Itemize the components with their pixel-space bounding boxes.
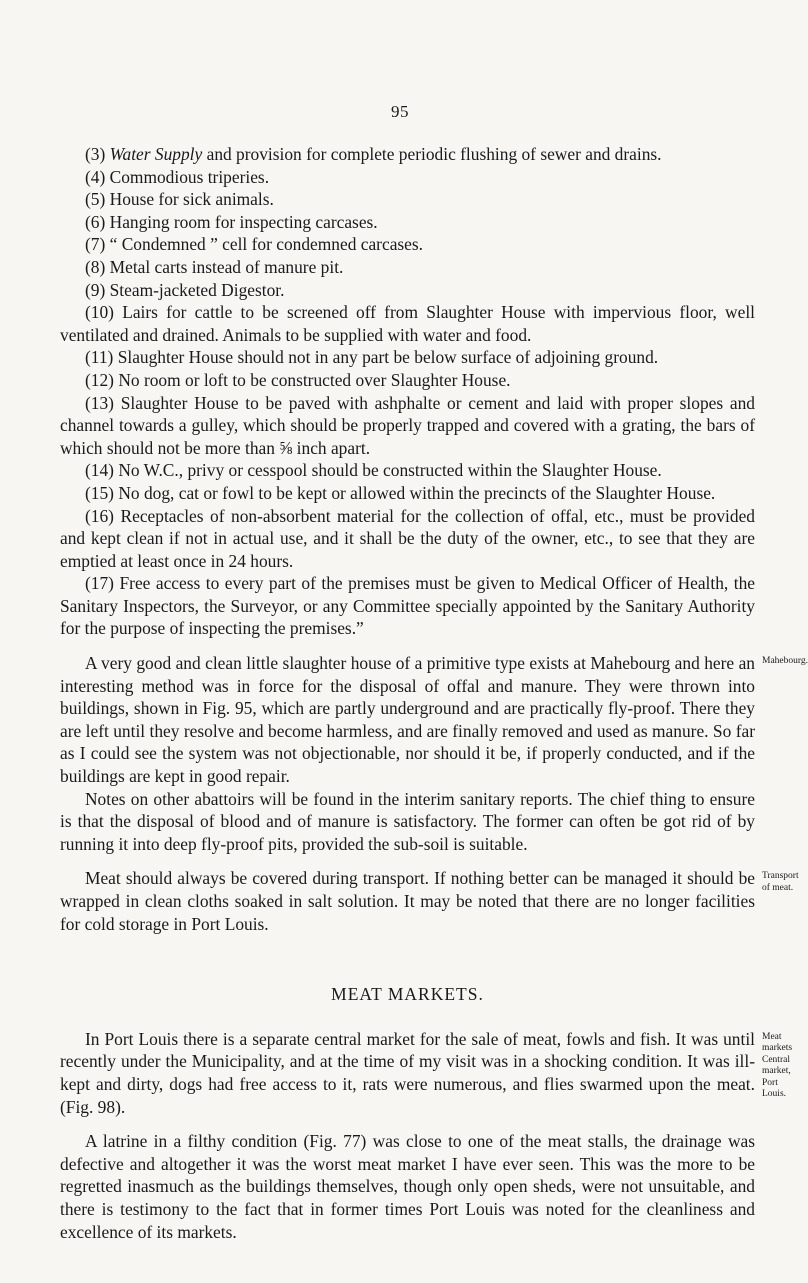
list-item: (14) No W.C., privy or cesspool should be constructed within the Slaughter House. [85,460,662,481]
list-item: (15) No dog, cat or fowl to be kept or allowed within the precincts of the Slaughter House. [85,482,716,503]
list-item: (5) House for sick animals. [85,189,274,210]
list-item: (3) Water Supply and provision for complete periodic flushing of sewer and drains. [85,144,662,164]
list-item: (9) Steam-jacketed Digestor. [85,279,285,300]
mahebourg-paragraph: A very good and clean little slaughter house of a primitive type exists at Mahebourg and here an interesting method was in force for the disposal of offal and manure. They were thrown into buildings, shown in Fig. 95, which are partly underground and are practically fly-proof. There they are left until they resolve and become harmless, and are finally removed and used as manure. So far as I could see the system was not objectionable, nor should it be, if properly conducted, and if the buildings are kept in good repair. [60,653,755,787]
list-item: (10) Lairs for cattle to be screened off from Slaughter House with impervious floor, well ventilated and drained. Animals to be supplied with water and food. [60,302,755,345]
port-louis-paragraph: In Port Louis there is a separate central market for the sale of meat, fowls and fish. It was until recently under the Municipality, and at the time of my visit was in a shocking condition. It was ill-kept and dirty, dogs had free access to it, rats were numerous, and flies swarmed upon the meat. (Fig. 98). [60,1028,755,1117]
list-item: (12) No room or loft to be constructed over Slaughter House. [85,369,511,390]
list-item: (4) Commodious triperies. [85,166,270,187]
water-supply-label: Water Supply [109,144,203,164]
list-item: (6) Hanging room for inspecting carcases. [85,211,378,232]
list-item: (17) Free access to every part of the premises must be given to Medical Officer of Health, the Sanitary Inspectors, the Surveyor, or any Committee specially appointed by the Sanitary Authority for the purpose of inspecting the premises.” [60,573,755,639]
list-item: (16) Receptacles of non-absorbent material for the collection of offal, etc., must be provided and kept clean if not in actual use, and it shall be the duty of the owner, etc., to see that they are emptied at least once in 24 hours. [60,505,755,571]
notes-paragraph: Notes on other abattoirs will be found in the interim sanitary reports. The chief thing to ensure is that the disposal of blood and of manure is satisfactory. The former can often be got rid of by running it into deep fly-proof pits, provided the sub-soil is suitable. [60,788,755,854]
latrine-paragraph: A latrine in a filthy condition (Fig. 77) was close to one of the meat stalls, the drainage was defective and altogether it was the worst meat market I have ever seen. This was the more to be regretted inasmuch as the buildings themselves, though only open sheds, were not unsuitable, and there is testimony to the fact that in former times Port Louis was noted for the cleanliness and excellence of its markets. [60,1131,755,1242]
page-number: 95 [391,102,409,121]
transport-paragraph: Meat should always be covered during transport. If nothing better can be managed it should be wrapped in clean cloths soaked in salt solution. It may be noted that there are no longer facilities for cold storage in Port Louis. [60,868,755,934]
list-item: (7) “ Condemned ” cell for condemned carcases. [85,234,424,255]
margin-note-transport: Transport of meat. [762,871,799,893]
list-item: (11) Slaughter House should not in any part be below surface of adjoining ground. [85,347,659,368]
list-item: (13) Slaughter House to be paved with ashphalte or cement and laid with proper slopes and channel towards a gulley, which should be properly trapped and covered with a grating, the bars of which should not be more than ⅝ inch apart. [60,392,755,458]
margin-note-central-market: Central market, Port Louis. [762,1054,791,1100]
margin-note-meat-markets [762,1032,800,1101]
margin-note-mahebourg: Mahebourg. [762,656,808,667]
main-text-column [60,143,755,1243]
list-item: (8) Metal carts instead of manure pit. [85,256,344,277]
margin-note-meat-markets-title: Meat markets [762,1031,793,1054]
section-heading: MEAT MARKETS. [331,984,484,1005]
